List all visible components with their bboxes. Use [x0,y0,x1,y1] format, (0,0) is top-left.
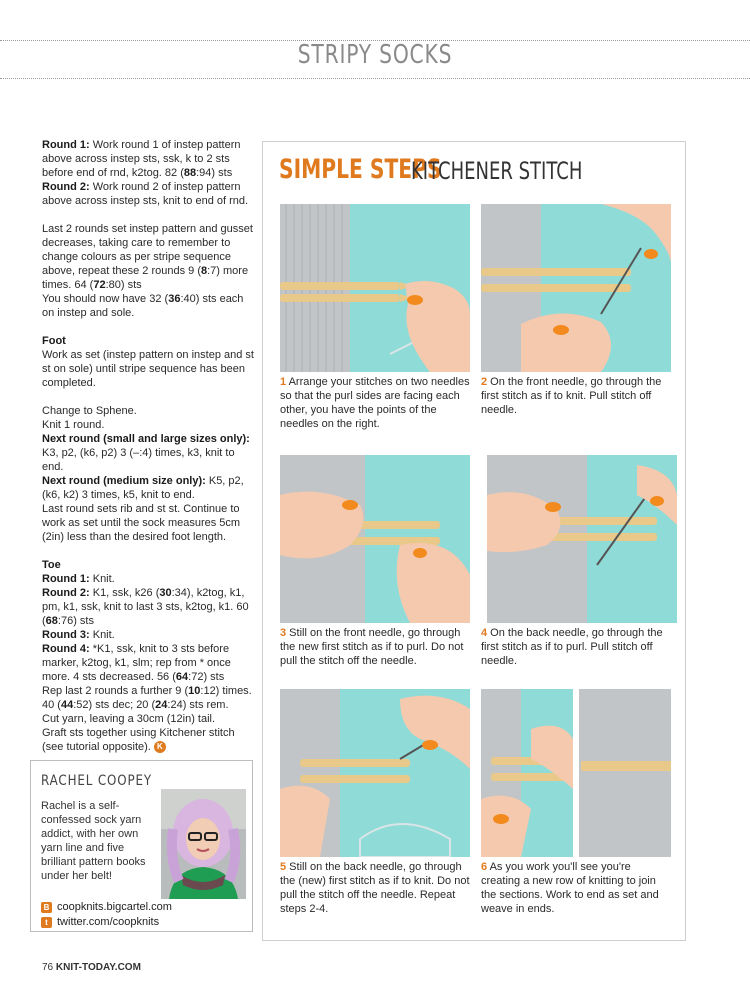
pattern-text [42,138,257,754]
step-2-photo [481,204,671,372]
header-rule-bottom [0,78,750,79]
graft-text: Graft sts together using Kitchener stitch (see tutorial opposite). K [42,727,235,753]
repeat-count: 40 (44:52) sts dec; 20 (24:24) sts rem. [42,699,229,711]
step-6-caption: 6 As you work you'll see you're creating a new row of knitting to join the sections. Work to end as set and weave in ends. [481,861,659,915]
next-round-m: Next round (medium size only): K5, p2, (k6, k2) 3 times, k5, knit to end. [42,475,244,501]
kitchener-tutorial-panel [262,141,686,941]
step-3-photo [280,455,470,623]
knit-round: Knit 1 round. [42,419,105,431]
designer-photo [161,789,246,899]
website-link[interactable]: B coopknits.bigcartel.com [41,901,172,913]
round-1: Round 1: Work round 1 of instep pattern above across instep sts, ssk, k to 2 sts before end of rnd, k2tog. 82 (88:94) sts [42,139,241,179]
toe-heading: Toe [42,559,61,571]
footer-site: KNIT-TODAY.COM [55,962,141,973]
toe-round-1: Round 1: Knit. [42,573,115,585]
page-footer [42,962,141,973]
instep-instructions: Last 2 rounds set instep pattern and gusset decreases, taking care to remember to change colours as per stripe sequence above, repeat these 2 rounds 9 (8:7) more times. 64 (72:80) sts [42,223,253,291]
next-round-sl-text: K3, p2, (k6, p2) 3 (–:4) times, k3, knit to end. [42,447,235,473]
step-1-photo [280,204,470,372]
round-2: Round 2: Work round 2 of instep pattern above across instep sts, knit to end of rnd. [42,181,249,207]
change-yarn: Change to Sphene. [42,405,137,417]
designer-bio [30,760,253,932]
toe-round-3: Round 3: Knit. [42,629,115,641]
step-4-photo [487,455,677,623]
panel-title-rest: KITCHENER STITCH [411,157,583,185]
twitter-link[interactable]: t twitter.com/coopknits [41,916,159,928]
panel-title [279,154,583,185]
last-round: Last round sets rib and st st. Continue to work as set until the sock measures 5cm (2in) less than the desired foot length. [42,503,241,543]
step-2-caption: 2 On the front needle, go through the first stitch as if to knit. Pull stitch off needle. [481,376,662,416]
step-3-caption: 3 Still on the front needle, go through the new first stitch as if to purl. Do not pull the stitch off the needle. [280,627,464,667]
repeat-rounds: Rep last 2 rounds a further 9 (10:12) times. [42,685,252,697]
designer-name: RACHEL COOPEY [41,773,152,789]
step-4-caption: 4 On the back needle, go through the first stitch as if to purl. Pull stitch off needle. [481,627,663,667]
cut-yarn: Cut yarn, leaving a 30cm (12in) tail. [42,713,216,725]
blog-icon: B [41,902,52,913]
stitch-count-note: You should now have 32 (36:40) sts each on instep and sole. [42,293,244,319]
next-round-sl: Next round (small and large sizes only): [42,433,250,445]
toe-round-4: Round 4: *K1, ssk, knit to 3 sts before marker, k2tog, k1, slm; rep from * once more. 4 sts decreased. 56 (64:72) sts [42,643,231,683]
panel-title-bold: SIMPLE STEPS [279,154,442,185]
step-1-caption: 1 Arrange your stitches on two needles so that the purl sides are facing each other, you have the points of the needles on the right. [280,376,470,430]
toe-round-2: Round 2: K1, ssk, k26 (30:34), k2tog, k1, pm, k1, ssk, knit to last 3 sts, k2tog, k1. 60 (68:76) sts [42,587,249,627]
page-number: 76 [42,962,54,973]
step-5-photo [280,689,470,857]
step-6-photo [481,689,671,857]
page-title: STRIPY SOCKS [297,40,453,70]
foot-heading: Foot [42,335,66,347]
designer-description: Rachel is a self-confessed sock yarn addict, with her own yarn line and five brilliant pattern books under her belt! [41,800,146,882]
twitter-icon: t [41,917,52,928]
end-mark-icon: K [154,741,166,753]
foot-text: Work as set (instep pattern on instep and st st on sole) until stripe sequence has been completed. [42,349,254,389]
step-5-caption: 5 Still on the back needle, go through the (new) first stitch as if to knit. Do not pull the stitch off the needle. Repeat steps 2-4. [280,861,470,915]
